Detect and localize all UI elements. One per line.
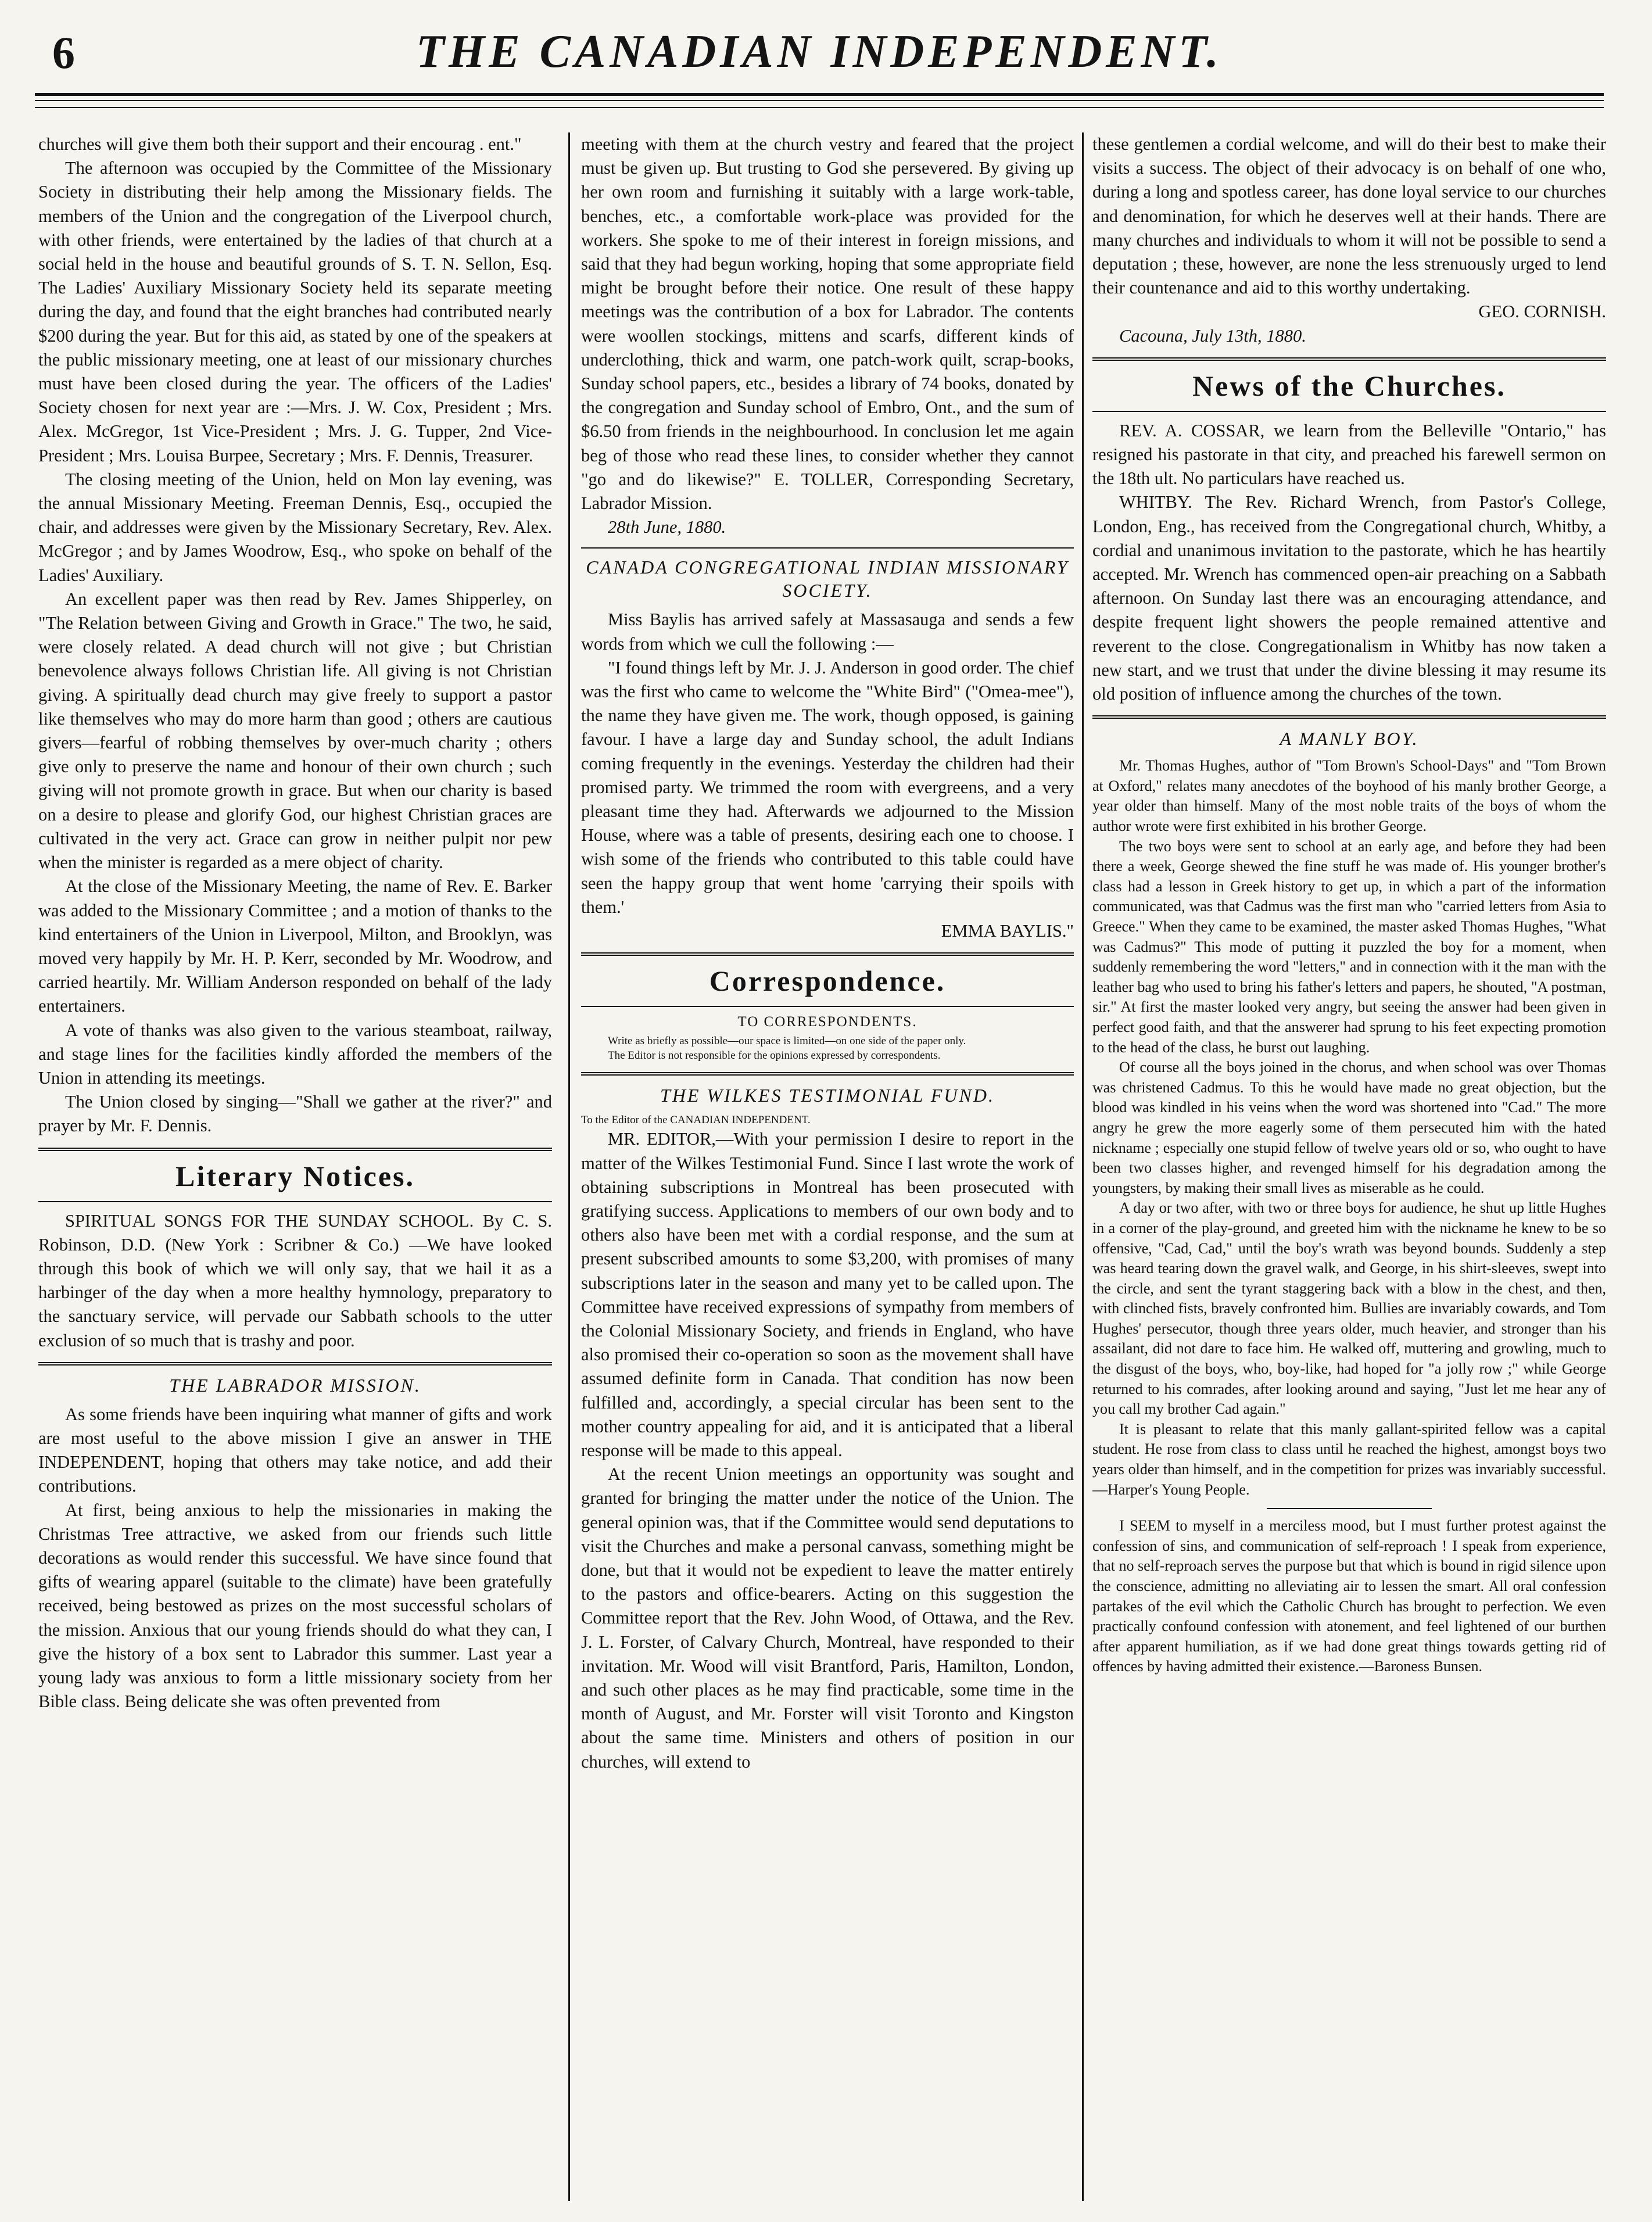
section-rule — [38, 1201, 552, 1202]
paragraph: A day or two after, with two or three boys for audience, he shut up little Hughes in a corner of the play-ground, and greeted him with the nickname he knew to be so offensive, "Cad, Cad," until the boy's wrath was beyond bounds. Suddenly a step was heard tearing down the gravel walk, and George, in his shirt-sleeves, swept into the circle, and sent the tyrant staggering back with a blow in the chest, and then, with clinched fists, bravely confronted him. Bullies are invariably cowards, and Tom Hughes' persecutor, though three years older, much heavier, and stronger than his assailant, did not dare to face him. He walked off, muttering and growling, much to the disgust of the boys, who, boy-like, had hoped for "a jolly row ;" while George returned to his comrades, after looking around and saying, "Just let me hear any of you call my brother Cad again." — [1092, 1199, 1606, 1418]
addressee-line: To the Editor of the CANADIAN INDEPENDENT. — [581, 1114, 811, 1127]
correspondents-note: The Editor is not responsible for the opinions expressed by correspondents. — [608, 1049, 941, 1062]
column-divider-1 — [568, 132, 570, 2201]
article-title-manly-boy: A MANLY BOY. — [1280, 728, 1419, 750]
dateline: 28th June, 1880. — [608, 517, 726, 537]
column-3 — [1092, 132, 1606, 2201]
paragraph: The afternoon was occupied by the Committee of the Missionary Society in distributing their help among the Missionary fields. The members of the Union and the congregation of the Liverpool church, with other friends, were entertained by the ladies of that church at a social held in the house and beautiful grounds of S. T. N. Sellon, Esq. The Ladies' Auxiliary Missionary Society held its separate meeting during the day, and found that the eight branches had contributed nearly $200 during the year. But for this aid, as stated by one of the speakers at the public missionary meeting, one at least of our missionary churches must have been closed during the year. The officers of the Ladies' Society chosen for next year are :—Mrs. J. W. Cox, President ; Mrs. Alex. McGregor, 1st Vice-President ; Mrs. J. G. Tupper, 2nd Vice-President ; Mrs. Louisa Burpee, Secretary ; Mrs. F. Dennis, Treasurer. — [38, 158, 552, 465]
book-notice: SPIRITUAL SONGS FOR THE SUNDAY SCHOOL. By C. S. Robinson, D.D. (New York : Scribner & Co.) —We have looked through this book of which we will only say, that we hail it as a harbinger of the day when a more healthy hymnology, preparatory to the sanctuary service, will pervade our Sabbath schools to the utter exclusion of so much that is trashy and poor. — [38, 1210, 552, 1350]
masthead-rule-thin — [35, 100, 1604, 101]
paragraph: An excellent paper was then read by Rev. James Shipperley, on "The Relation between Giving and Growth in Grace." The two, he said, were closely related. A dead church will not give ; but Christian benevolence always follows Christian life. All giving is not Christian giving. A spiritually dead church may give freely to support a pastor like themselves who may do more harm than good ; others are cautious givers—fearful of robbing themselves by over-much charity ; others give only to preserve the name and honour of their own church ; such giving will not promote growth in grace. But when our charity is based on a desire to please and glorify God, our highest Christian graces are cultivated in the very act. Grace can grow in neither pulpit nor pew when the minister is regarded as a mere object of charity. — [38, 589, 552, 873]
section-title-literary-notices: Literary Notices. — [175, 1159, 415, 1192]
correspondents-note: Write as briefly as possible—our space is limited—on one side of the paper only. — [608, 1035, 966, 1048]
section-rule — [581, 1072, 1074, 1076]
paragraph: The two boys were sent to school at an early age, and before they had been there a week, George shewed the fine stuff he was made of. His younger brother's class had a lesson in Greek history to get up, in which a part of the information communicated, was that Cadmus was the first man who "carried letters from Asia to Greece." When they came to be examined, the master asked Thomas Hughes, "What was Cadmus?" This mode of putting it puzzled the boy for a moment, when suddenly remembering the word "letters," and in connection with it the man with the leather bag who used to bring his father's letters and papers, he shouted, "A postman, sir." At first the master looked very angry, but seeing the answer had been given in perfect good faith, and that the answerer had sprung to his feet expecting promotion to the head of the class, he burst out laughing. — [1092, 837, 1606, 1056]
paragraph: I SEEM to myself in a merciless mood, but I must further protest against the confession of sins, and communication of self-reproach ! I speak from experience, that no self-reproach serves the purpose but that which is bound in rigid silence upon the conscience, admitting no alleviating air to lessen the smart. All oral confession partakes of the evil which the Catholic Church has brought to perfection. We even practically confound confession with atonement, and feel lightened of our burthen after apparent humiliation, as if we had done great things towards getting rid of offences by having admitted their existence.—Baroness Bunsen. — [1092, 1517, 1606, 1675]
page-number: 6 — [52, 27, 75, 78]
section-rule — [38, 1362, 552, 1366]
article-title-wilkes-fund: THE WILKES TESTIMONIAL FUND. — [660, 1085, 995, 1106]
paragraph: The Union closed by singing—"Shall we gather at the river?" and prayer by Mr. F. Dennis. — [38, 1092, 552, 1136]
section-rule — [1092, 715, 1606, 719]
section-rule — [1092, 411, 1606, 412]
paragraph: REV. A. COSSAR, we learn from the Belleville "Ontario," has resigned his pastorate in that city, and preached his farewell sermon on the 18th ult. No particulars have reached us. — [1092, 420, 1606, 489]
section-rule — [581, 1006, 1074, 1007]
paragraph: Mr. Thomas Hughes, author of "Tom Brown's School-Days" and "Tom Brown at Oxford," relates many anecdotes of the boyhood of his manly brother George, a year older than himself. Many of the most noble traits of the boys of whom the author wrote were first exhibited in his brother George. — [1092, 757, 1606, 835]
paragraph: Of course all the boys joined in the chorus, and when school was over Thomas was christened Cadmus. To this he would have made no great objection, but the blood was kindled in his veins when the word was shortened into "Cad." The more angry he grew the more eagerly some of them persecuted him with the hated nickname ; especially one stupid fellow of twelve years old or so, who ought to have been two classes higher, and revenged himself for his degradation among the youngsters, by making their small lives as miserable as he could. — [1092, 1059, 1606, 1196]
paragraph: WHITBY. The Rev. Richard Wrench, from Pastor's College, London, Eng., has received from the Congregational church, Whitby, a cordial and unanimous invitation to the pastorate, which he has heartily accepted. Mr. Wrench has commenced open-air preaching on a Sabbath afternoon. On Sunday last there was an encouraging attendance, and despite frequent light showers the people remained attentive and reverent to the close. Congregationalism in Whitby has now taken a new start, and we trust that under the divine blessing it may resume its old position of influence among the churches of the town. — [1092, 492, 1606, 704]
masthead-rule-thick — [35, 93, 1604, 96]
signature: GEO. CORNISH. — [1478, 302, 1606, 322]
section-rule — [581, 547, 1074, 549]
newspaper-title: THE CANADIAN INDEPENDENT. — [416, 26, 1223, 77]
short-rule — [1267, 1508, 1432, 1509]
paragraph: A vote of thanks was also given to the various steamboat, railway, and stage lines for the facilities kindly afforded the members of the Union in attending its meetings. — [38, 1020, 552, 1088]
section-title-news-of-churches: News of the Churches. — [1192, 369, 1506, 402]
article-title-indian-missionary-society: CANADA CONGREGATIONAL INDIAN MISSIONARY SOCIETY. — [586, 557, 1069, 601]
dateline: Cacouna, July 13th, 1880. — [1119, 325, 1306, 346]
paragraph: At the recent Union meetings an opportunity was sought and granted for bringing the matter under the notice of the Union. The general opinion was, that if the Committee would send deputations to visit the Churches and make a personal canvass, something might be done, but that it would not be expedient to leave the matter entirely to the pastors and office-bearers. Acting on this suggestion the Committee report that the Rev. John Wood, of Ottawa, and the Rev. J. L. Forster, of Calvary Church, Montreal, have responded to their invitation. Mr. Wood will visit Brantford, Paris, Hamilton, London, and such other places as he may find practicable, some time in the month of August, and Mr. Forster will visit Toronto and Kingston about the same time. Ministers and others of position in our churches, will extend to — [581, 1464, 1074, 1772]
column-2 — [581, 132, 1074, 2201]
paragraph: "I found things left by Mr. J. J. Anderson in good order. The chief was the first who came to welcome the "White Bird" ("Omea-mee"), the name they have given me. The work, though opposed, is gaining favour. I have a large day and Sunday school, the adult Indians coming frequently in the evenings. Yesterday the children had their promised party. We trimmed the room with evergreens, and a very pleasant time they had. Afterwards we adjourned to the Mission House, where was a table of presents, desiring each one to choose. I wish some of the friends who contributed to this table could have seen the happy group that went home 'carrying their spoils with them.' — [581, 657, 1074, 917]
section-title-correspondence: Correspondence. — [709, 965, 946, 998]
paragraph: churches will give them both their support and their encourag . ent." — [38, 134, 522, 154]
paragraph: As some friends have been inquiring what manner of gifts and work are most useful to the above mission I give an answer in THE INDEPENDENT, hoping that others may take notice, and add their contributions. — [38, 1404, 552, 1496]
signature: EMMA BAYLIS." — [941, 921, 1074, 941]
article-title-labrador-mission: THE LABRADOR MISSION. — [169, 1374, 421, 1396]
to-correspondents-heading: TO CORRESPONDENTS. — [737, 1014, 918, 1030]
section-rule — [38, 1148, 552, 1151]
masthead-rule-thin-2 — [35, 107, 1604, 108]
paragraph: these gentlemen a cordial welcome, and will do their best to make their visits a success. The object of their advocacy is on behalf of one who, during a long and spotless career, has done loyal service to our churches and denomination, for which he deserves well at their hands. There are many churches and individuals to whom it will not be possible to send a deputation ; these, however, are none the less strenuously urged to lend their countenance and aid to this worthy undertaking. — [1092, 134, 1606, 298]
section-rule — [581, 952, 1074, 956]
masthead — [35, 22, 1604, 86]
paragraph: It is pleasant to relate that this manly gallant-spirited fellow was a capital student. He rose from class to class until he reached the highest, amongst boys two years older than himself, and in the competition for prizes was invariably successful.—Harper's Young People. — [1092, 1420, 1606, 1498]
paragraph: The closing meeting of the Union, held on Mon lay evening, was the annual Missionary Meeting. Freeman Dennis, Esq., occupied the chair, and addresses were given by the Missionary Secretary, Rev. Alex. McGregor ; and by James Woodrow, Esq., who spoke on behalf of the Ladies' Auxiliary. — [38, 469, 552, 585]
section-rule — [1092, 357, 1606, 361]
column-divider-2 — [1082, 132, 1084, 2201]
column-1 — [38, 132, 552, 2201]
paragraph: At the close of the Missionary Meeting, the name of Rev. E. Barker was added to the Missionary Committee ; and a motion of thanks to the kind entertainers of the Union in Liverpool, Milton, and Brooklyn, was moved very happily by Mr. H. P. Kerr, seconded by Mr. Woodrow, and carried heartily. Mr. William Anderson responded on behalf of the lady entertainers. — [38, 876, 552, 1016]
paragraph: MR. EDITOR,—With your permission I desire to report in the matter of the Wilkes Testimonial Fund. Since I last wrote the work of obtaining subscriptions in Montreal has been prosecuted with gratifying success. Applications to members of our own body and to others also have been met with a cordial response, and the sum at present subscribed amounts to some $3,200, with promises of many subscriptions later in the season and many yet to be called upon. The Committee have received expressions of sympathy from members of the Colonial Missionary Society, and friends in England, who have also promised their co-operation so soon as the movement shall have assumed definite form in Canada. That condition has now been fulfilled and, accordingly, a special circular has been sent to the mother country appealing for aid, and it is anticipated that a liberal response will be made to this appeal. — [581, 1129, 1074, 1460]
paragraph: At first, being anxious to help the missionaries in making the Christmas Tree attractive, we asked from our friends such little decorations as would render this successful. We have since found that gifts of wearing apparel (suitable to the climate) have been gratefully received, being bestowed as prizes on the most successful scholars of the mission. Anxious that our young friends should do what they can, I give the history of a box sent to Labrador this summer. Last year a young lady was anxious to form a little missionary society from her Bible class. Being delicate she was often prevented from — [38, 1500, 552, 1712]
paragraph: meeting with them at the church vestry and feared that the project must be given up. But trusting to God she persevered. By giving up her own room and furnishing it suitably with a large work-table, benches, etc., a comfortable work-place was provided for the workers. She spoke to me of their interest in foreign missions, and said that they had begun working, hoping that some appropriate field might be brought before their notice. One result of these happy meetings was the contribution of a box for Labrador. The contents were woollen stockings, mittens and scarfs, different kinds of underclothing, thick and warm, one patch-work quilt, scrap-books, Sunday school papers, etc., besides a library of 74 books, donated by the congregation and Sunday school of Embro, Ont., and the sum of $6.50 from friends in the neighbourhood. In conclusion let me again beg of those who read these lines, to consider whether they cannot "go and do likewise?" E. TOLLER, Corresponding Secretary, Labrador Mission. — [581, 134, 1074, 514]
paragraph: Miss Baylis has arrived safely at Massasauga and sends a few words from which we cull the following :— — [581, 610, 1074, 654]
